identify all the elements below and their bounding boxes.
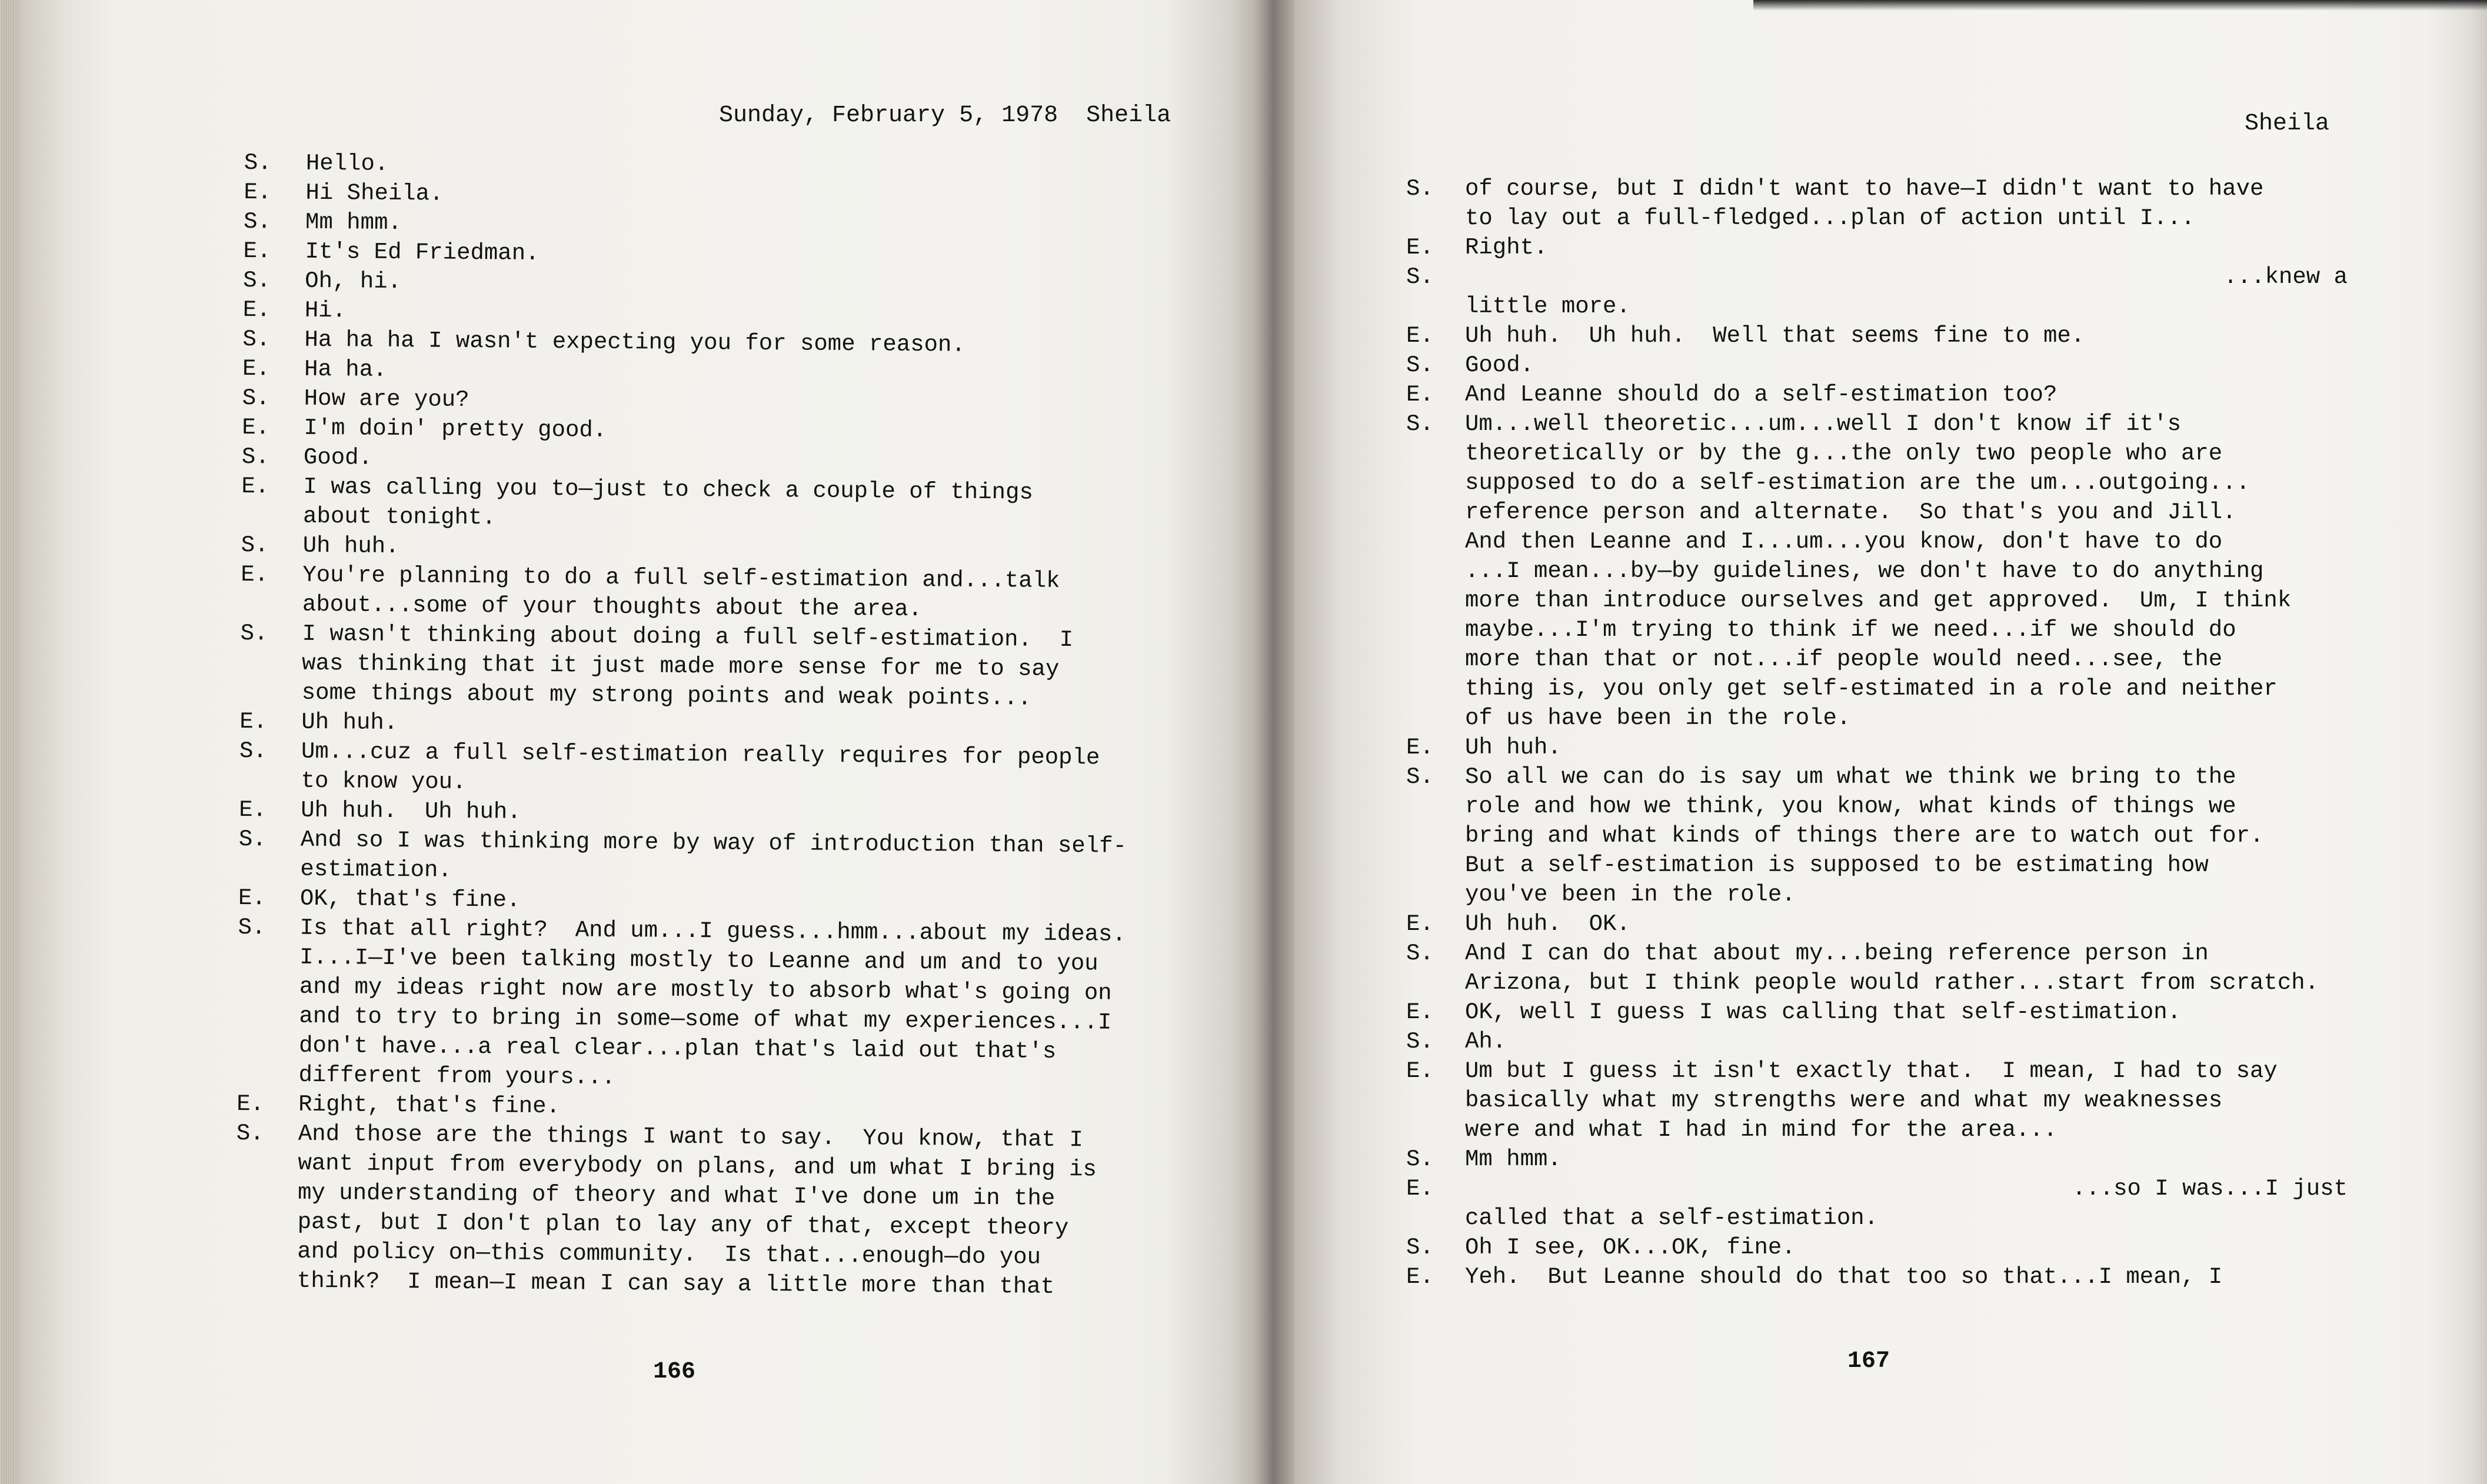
speaker-label: S. xyxy=(1406,352,1434,378)
utterance-text: I...I—I've been talking mostly to Leanne and um and to you xyxy=(299,944,1098,977)
utterance-text: OK, that's fine. xyxy=(299,885,521,913)
speaker-label: E. xyxy=(244,179,272,206)
transcript-line xyxy=(1406,409,2371,439)
speaker-label: S. xyxy=(241,532,269,559)
utterance-text: ...I mean...by—by guidelines, we don't have to do anything xyxy=(1465,558,2264,584)
utterance-text: more than introduce ourselves and get approved. Um, I think xyxy=(1465,588,2292,613)
right-page-header: Sheila xyxy=(2245,111,2330,137)
speaker-label: E. xyxy=(238,796,267,823)
transcript-line xyxy=(1406,998,2371,1027)
speaker-label: E. xyxy=(242,296,271,324)
utterance-text: more than that or not...if people would need...see, the xyxy=(1465,646,2223,672)
transcript-line xyxy=(1406,1145,2371,1174)
speaker-label: E. xyxy=(242,414,270,441)
speaker-label: S. xyxy=(236,1120,264,1147)
utterance-text: were and what I had in mind for the area... xyxy=(1465,1117,2057,1143)
utterance-text: You're planning to do a full self-estimation and...talk xyxy=(302,562,1060,594)
transcript-line xyxy=(1406,468,2371,498)
page-stack-edge xyxy=(0,0,15,1484)
utterance-text: don't have...a real clear...plan that's laid out that's xyxy=(298,1032,1057,1065)
transcript-line xyxy=(1406,233,2371,262)
utterance-text: I was calling you to—just to check a couple of things xyxy=(303,473,1034,506)
utterance-text: Right, that's fine. xyxy=(298,1091,561,1120)
speaker-label: E. xyxy=(1406,911,1434,937)
speaker-label: S. xyxy=(239,738,267,765)
utterance-text: called that a self-estimation. xyxy=(1465,1205,1879,1231)
utterance-text: And those are the things I want to say. You know, that I xyxy=(298,1120,1084,1153)
utterance-text: And I can do that about my...being reference person in xyxy=(1465,941,2209,966)
transcript-line xyxy=(1406,615,2371,645)
utterance-text: I'm doin' pretty good. xyxy=(304,415,607,443)
utterance-text: different from yours... xyxy=(298,1062,616,1091)
left-page-number: 166 xyxy=(653,1359,696,1385)
utterance-text: and policy on—this community. Is that...enough—do you xyxy=(297,1238,1041,1270)
speaker-label: S. xyxy=(1406,1235,1434,1260)
utterance-text: and my ideas right now are mostly to absorb what's going on xyxy=(299,973,1112,1006)
transcript-line xyxy=(1406,1203,2371,1233)
utterance-text: basically what my strengths were and what my weaknesses xyxy=(1465,1088,2223,1113)
transcript-line xyxy=(1406,380,2371,409)
transcript-line xyxy=(1406,939,2371,968)
transcript-line xyxy=(1406,851,2371,880)
transcript-line xyxy=(1406,968,2371,998)
utterance-text: But a self-estimation is supposed to be estimating how xyxy=(1465,852,2209,878)
utterance-text: and to try to bring in some—some of what my experiences...I xyxy=(299,1003,1112,1036)
utterance-text: want input from everybody on plans, and um what I bring is xyxy=(298,1150,1097,1183)
transcript-line xyxy=(1406,262,2371,292)
speaker-label: E. xyxy=(1406,1058,1434,1084)
speaker-label: S. xyxy=(1406,1029,1434,1055)
utterance-text: think? I mean—I mean I can say a little more than that xyxy=(297,1268,1055,1300)
speaker-label: S. xyxy=(240,620,268,647)
speaker-label: S. xyxy=(242,385,270,412)
book-gutter xyxy=(1253,0,1294,1484)
transcript-line xyxy=(1406,1086,2371,1115)
transcript-line xyxy=(1406,527,2371,556)
right-page-number: 167 xyxy=(1847,1348,1890,1375)
utterance-text: you've been in the role. xyxy=(1465,882,1796,908)
speaker-label: S. xyxy=(1406,176,1434,202)
utterance-text: Hi Sheila. xyxy=(305,179,444,207)
speaker-label: S. xyxy=(1406,764,1434,790)
transcript-line xyxy=(1406,204,2371,233)
utterance-text: Good. xyxy=(1465,352,1534,378)
right-transcript xyxy=(1406,174,2371,1292)
utterance-text: about...some of your thoughts about the area. xyxy=(302,591,923,623)
utterance-text: Oh I see, OK...OK, fine. xyxy=(1465,1235,1796,1260)
transcript-line xyxy=(1406,321,2371,351)
speaker-label: S. xyxy=(1406,941,1434,966)
utterance-text: to know you. xyxy=(301,768,467,795)
speaker-label: S. xyxy=(242,326,271,353)
utterance-text: Um but I guess it isn't exactly that. I mean, I had to say xyxy=(1465,1058,2278,1084)
utterance-text: theoretically or by the g...the only two people who are xyxy=(1465,441,2223,466)
speaker-label: E. xyxy=(241,473,269,500)
transcript-line xyxy=(1406,880,2371,909)
speaker-label: E. xyxy=(1406,1264,1434,1290)
left-transcript xyxy=(235,148,1127,1300)
speaker-label: S. xyxy=(241,443,269,471)
speaker-label: E. xyxy=(243,238,271,265)
speaker-label: E. xyxy=(239,708,268,735)
transcript-line xyxy=(1406,1233,2371,1262)
utterance-text: Ah. xyxy=(1465,1029,1507,1055)
utterance-text: Um...well theoretic...um...well I don't know if it's xyxy=(1465,411,2181,437)
utterance-text: Hi. xyxy=(304,297,347,324)
transcript-line xyxy=(1406,1027,2371,1056)
transcript-line xyxy=(1406,733,2371,762)
speaker-label: E. xyxy=(1406,735,1434,761)
utterance-text: ...knew a xyxy=(2223,264,2348,290)
transcript-line xyxy=(1406,1174,2371,1203)
utterance-text: Hello. xyxy=(305,150,389,177)
utterance-text: Right. xyxy=(1465,235,1548,261)
speaker-label: S. xyxy=(244,149,272,176)
utterance-text: Ha ha ha I wasn't expecting you for some reason. xyxy=(304,326,965,358)
utterance-text: Uh huh. xyxy=(1465,735,1562,761)
speaker-label: S. xyxy=(243,208,272,235)
transcript-line xyxy=(1406,292,2371,321)
utterance-text: And then Leanne and I...um...you know, don't have to do xyxy=(1465,529,2223,555)
speaker-label: S. xyxy=(238,914,266,941)
transcript-line xyxy=(1406,645,2371,674)
speaker-label: S. xyxy=(1406,264,1434,290)
transcript-line xyxy=(1406,909,2371,939)
utterance-text: thing is, you only get self-estimated in a role and neither xyxy=(1465,676,2278,702)
utterance-text: ...so I was...I just xyxy=(2072,1176,2348,1202)
transcript-line xyxy=(1406,1115,2371,1145)
speaker-label: E. xyxy=(1406,999,1434,1025)
transcript-line xyxy=(1406,703,2371,733)
transcript-line xyxy=(1406,439,2371,468)
utterance-text: Oh, hi. xyxy=(305,268,402,295)
utterance-text: How are you? xyxy=(304,385,470,413)
transcript-line xyxy=(1406,498,2371,527)
utterance-text: about tonight. xyxy=(302,503,496,531)
utterance-text: OK, well I guess I was calling that self-estimation. xyxy=(1465,999,2181,1025)
utterance-text: Uh huh. Uh huh. xyxy=(300,797,521,825)
utterance-text: Mm hmm. xyxy=(1465,1146,1562,1172)
utterance-text: Arizona, but I think people would rather...start from scratch. xyxy=(1465,970,2319,996)
utterance-text: Good. xyxy=(303,444,373,471)
utterance-text: Uh huh. Uh huh. Well that seems fine to me. xyxy=(1465,323,2085,349)
utterance-text: Uh huh. xyxy=(301,709,398,736)
transcript-line xyxy=(1406,174,2371,204)
utterance-text: Is that all right? And um...I guess...hmm...about my ideas. xyxy=(299,915,1126,948)
utterance-text: of us have been in the role. xyxy=(1465,705,1851,731)
transcript-line xyxy=(1406,821,2371,851)
speaker-label: E. xyxy=(238,885,266,912)
left-page-header: Sunday, February 5, 1978 Sheila xyxy=(719,102,1171,129)
speaker-label: E. xyxy=(1406,235,1434,261)
utterance-text: reference person and alternate. So that's you and Jill. xyxy=(1465,499,2236,525)
utterance-text: Ha ha. xyxy=(304,356,387,383)
utterance-text: Mm hmm. xyxy=(305,209,402,236)
speaker-label: S. xyxy=(238,826,267,853)
utterance-text: bring and what kinds of things there are to watch out for. xyxy=(1465,823,2264,849)
transcript-line xyxy=(1406,792,2371,821)
transcript-line xyxy=(1406,1262,2371,1292)
utterance-text: It's Ed Friedman. xyxy=(305,238,540,266)
speaker-label: E. xyxy=(237,1091,265,1118)
speaker-label: S. xyxy=(1406,1146,1434,1172)
utterance-text: Yeh. But Leanne should do that too so that...I mean, I xyxy=(1465,1264,2223,1290)
utterance-text: past, but I don't plan to lay any of that, except theory xyxy=(297,1209,1069,1242)
utterance-text: supposed to do a self-estimation are the um...outgoing... xyxy=(1465,470,2250,496)
transcript-line xyxy=(1406,762,2371,792)
utterance-text: So all we can do is say um what we think we bring to the xyxy=(1465,764,2236,790)
utterance-text: some things about my strong points and weak points... xyxy=(301,679,1032,712)
utterance-text: role and how we think, you know, what kinds of things we xyxy=(1465,793,2236,819)
transcript-line xyxy=(1406,586,2371,615)
utterance-text: I wasn't thinking about doing a full self-estimation. I xyxy=(302,621,1074,653)
utterance-text: maybe...I'm trying to think if we need...if we should do xyxy=(1465,617,2236,643)
transcript-line xyxy=(1406,1056,2371,1086)
utterance-text: Um...cuz a full self-estimation really requires for people xyxy=(301,738,1100,771)
speaker-label: E. xyxy=(1406,382,1434,408)
speaker-label: S. xyxy=(1406,411,1434,437)
speaker-label: S. xyxy=(243,267,271,294)
transcript-line xyxy=(1406,351,2371,380)
utterance-text: of course, but I didn't want to have—I didn't want to have xyxy=(1465,176,2264,202)
background-edge xyxy=(1753,0,2487,11)
utterance-text: was thinking that it just made more sense for me to say xyxy=(301,650,1060,682)
utterance-text: And Leanne should do a self-estimation too? xyxy=(1465,382,2057,408)
speaker-label: E. xyxy=(1406,1176,1434,1202)
utterance-text: little more. xyxy=(1465,294,1630,319)
utterance-text: my understanding of theory and what I've done um in the xyxy=(297,1179,1056,1212)
utterance-text: Uh huh. xyxy=(302,532,399,560)
utterance-text: Uh huh. OK. xyxy=(1465,911,1630,937)
speaker-label: E. xyxy=(242,355,271,382)
utterance-text: to lay out a full-fledged...plan of action until I... xyxy=(1465,205,2195,231)
transcript-line xyxy=(1406,674,2371,703)
speaker-label: E. xyxy=(241,561,269,588)
utterance-text: And so I was thinking more by way of introduction than self- xyxy=(300,826,1127,859)
utterance-text: estimation. xyxy=(300,856,452,883)
speaker-label: E. xyxy=(1406,323,1434,349)
transcript-line xyxy=(1406,556,2371,586)
